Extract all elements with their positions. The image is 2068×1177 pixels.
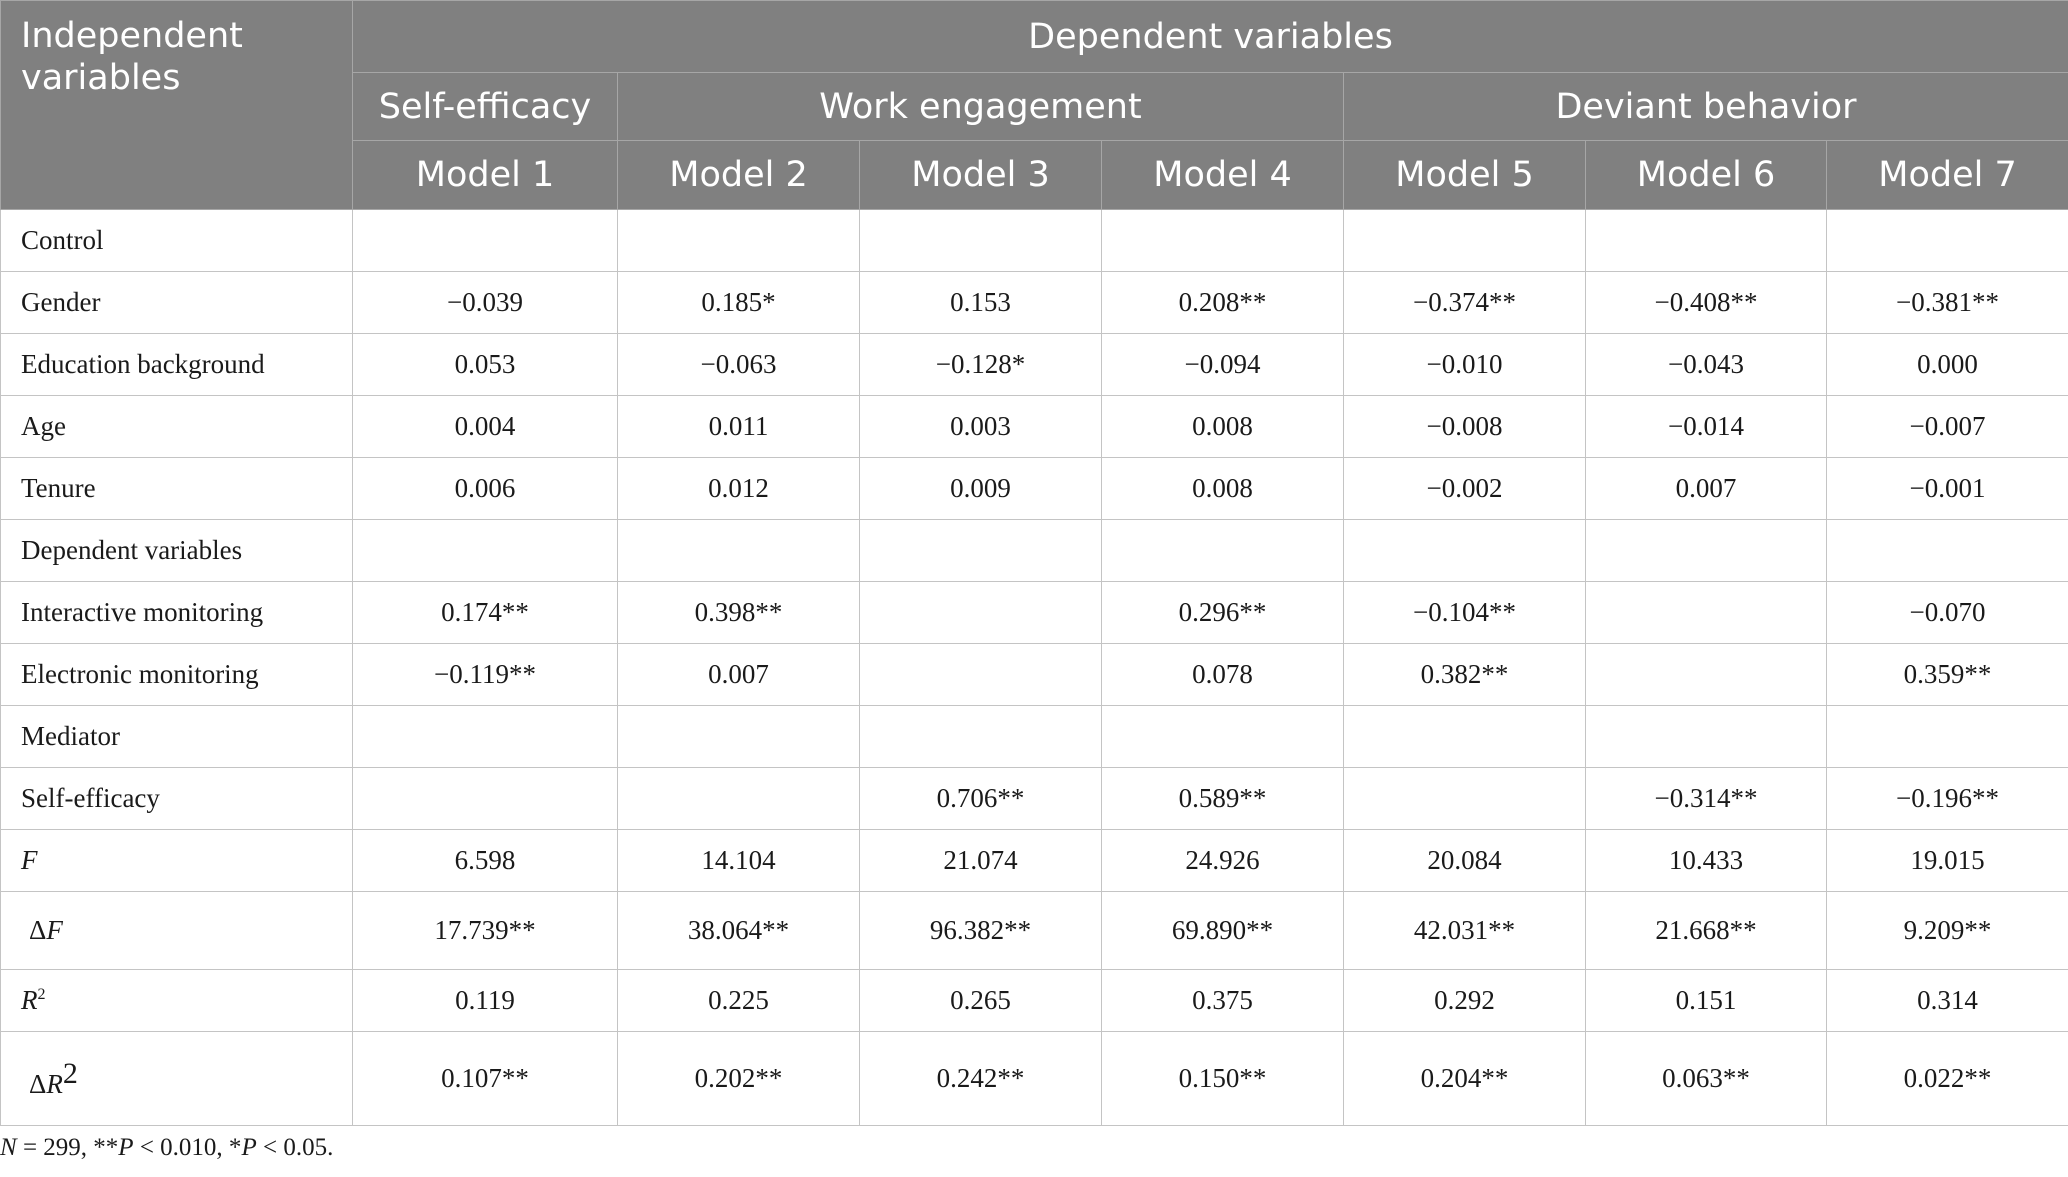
value-cell: 0.151: [1586, 970, 1827, 1032]
value-cell: [1344, 706, 1586, 768]
value-cell: −0.063: [618, 334, 860, 396]
value-cell: −0.374**: [1344, 272, 1586, 334]
value-cell: −0.119**: [353, 644, 618, 706]
value-cell: [1586, 644, 1827, 706]
table-footnote: [0, 1134, 333, 1162]
value-cell: 19.015: [1827, 830, 2068, 892]
value-cell: 0.204**: [1344, 1032, 1586, 1126]
value-cell: [618, 520, 860, 582]
label-f: F: [21, 845, 38, 875]
value-cell: 6.598: [353, 830, 618, 892]
value-cell: [1344, 210, 1586, 272]
value-cell: −0.094: [1102, 334, 1344, 396]
value-cell: [860, 520, 1102, 582]
dependent-variables-header: Dependent variables: [353, 1, 2068, 73]
value-cell: [860, 644, 1102, 706]
value-cell: [1102, 706, 1344, 768]
value-cell: 20.084: [1344, 830, 1586, 892]
value-cell: −0.104**: [1344, 582, 1586, 644]
model-4-header: Model 4: [1102, 141, 1344, 210]
value-cell: 0.008: [1102, 458, 1344, 520]
table-row: [1, 970, 2068, 1032]
value-cell: −0.043: [1586, 334, 1827, 396]
label-delta: Δ: [29, 1069, 47, 1099]
value-cell: 0.003: [860, 396, 1102, 458]
value-cell: 0.265: [860, 970, 1102, 1032]
table-row: [1, 210, 2068, 272]
value-cell: 0.012: [618, 458, 860, 520]
value-cell: 0.011: [618, 396, 860, 458]
value-cell: [860, 706, 1102, 768]
value-cell: −0.008: [1344, 396, 1586, 458]
value-cell: −0.001: [1827, 458, 2068, 520]
value-cell: 0.359**: [1827, 644, 2068, 706]
value-cell: 0.314: [1827, 970, 2068, 1032]
value-cell: 0.185*: [618, 272, 860, 334]
row-label: Control: [1, 210, 353, 272]
footnote-p1: P: [118, 1134, 134, 1161]
row-label: Age: [1, 396, 353, 458]
value-cell: −0.010: [1344, 334, 1586, 396]
value-cell: −0.002: [1344, 458, 1586, 520]
model-3-header: Model 3: [860, 141, 1102, 210]
value-cell: [1344, 520, 1586, 582]
label-f: F: [46, 915, 63, 945]
model-6-header: Model 6: [1586, 141, 1827, 210]
value-cell: [1586, 582, 1827, 644]
value-cell: 14.104: [618, 830, 860, 892]
value-cell: 0.107**: [353, 1032, 618, 1126]
value-cell: 0.706**: [860, 768, 1102, 830]
label-sup-2: 2: [62, 1057, 78, 1090]
value-cell: [1827, 706, 2068, 768]
model-5-header: Model 5: [1344, 141, 1586, 210]
value-cell: −0.014: [1586, 396, 1827, 458]
value-cell: 10.433: [1586, 830, 1827, 892]
value-cell: 0.008: [1102, 396, 1344, 458]
value-cell: [353, 768, 618, 830]
row-label: Mediator: [1, 706, 353, 768]
table-row: [1, 830, 2068, 892]
value-cell: −0.128*: [860, 334, 1102, 396]
value-cell: 0.007: [618, 644, 860, 706]
value-cell: 0.242**: [860, 1032, 1102, 1126]
row-label: Tenure: [1, 458, 353, 520]
row-label: Education background: [1, 334, 353, 396]
value-cell: 0.202**: [618, 1032, 860, 1126]
value-cell: [1586, 706, 1827, 768]
footnote-p1-value: < 0.010, *: [133, 1134, 242, 1161]
value-cell: [353, 210, 618, 272]
value-cell: [353, 520, 618, 582]
value-cell: [353, 706, 618, 768]
value-cell: 0.375: [1102, 970, 1344, 1032]
value-cell: [1102, 210, 1344, 272]
table-row: [1, 1032, 2068, 1126]
footnote-n-value: = 299, **: [16, 1134, 119, 1161]
value-cell: 0.000: [1827, 334, 2068, 396]
value-cell: 24.926: [1102, 830, 1344, 892]
value-cell: [618, 210, 860, 272]
value-cell: 38.064**: [618, 892, 860, 970]
value-cell: 0.078: [1102, 644, 1344, 706]
value-cell: −0.381**: [1827, 272, 2068, 334]
value-cell: 0.006: [353, 458, 618, 520]
value-cell: 0.292: [1344, 970, 1586, 1032]
model-1-header: Model 1: [353, 141, 618, 210]
value-cell: [1586, 520, 1827, 582]
model-7-header: Model 7: [1827, 141, 2068, 210]
footnote-n: N: [0, 1134, 17, 1161]
value-cell: 0.007: [1586, 458, 1827, 520]
table-row: [1, 768, 2068, 830]
value-cell: 96.382**: [860, 892, 1102, 970]
corner-header: Independent variables: [1, 1, 353, 210]
value-cell: 0.022**: [1827, 1032, 2068, 1126]
table-row: [1, 644, 2068, 706]
group-deviant-behavior: Deviant behavior: [1344, 73, 2068, 141]
table-row: [1, 458, 2068, 520]
value-cell: 0.225: [618, 970, 860, 1032]
group-self-efficacy: Self-efficacy: [353, 73, 618, 141]
row-label: Dependent variables: [1, 520, 353, 582]
value-cell: 0.063**: [1586, 1032, 1827, 1126]
table-row: [1, 520, 2068, 582]
row-label: Interactive monitoring: [1, 582, 353, 644]
row-label: [1, 970, 353, 1032]
row-label: [1, 892, 353, 970]
value-cell: 0.208**: [1102, 272, 1344, 334]
value-cell: −0.007: [1827, 396, 2068, 458]
model-2-header: Model 2: [618, 141, 860, 210]
label-r: R: [46, 1069, 63, 1099]
row-label: Electronic monitoring: [1, 644, 353, 706]
value-cell: 17.739**: [353, 892, 618, 970]
table-body: [1, 210, 2068, 1126]
table-row: [1, 582, 2068, 644]
value-cell: 0.589**: [1102, 768, 1344, 830]
row-label: Self-efficacy: [1, 768, 353, 830]
value-cell: 0.153: [860, 272, 1102, 334]
footnote-p2: P: [241, 1134, 257, 1161]
value-cell: [618, 768, 860, 830]
value-cell: 0.150**: [1102, 1032, 1344, 1126]
value-cell: [1344, 768, 1586, 830]
value-cell: 0.119: [353, 970, 618, 1032]
value-cell: −0.039: [353, 272, 618, 334]
value-cell: [1827, 520, 2068, 582]
value-cell: 21.074: [860, 830, 1102, 892]
value-cell: [618, 706, 860, 768]
group-work-engagement: Work engagement: [618, 73, 1344, 141]
value-cell: −0.196**: [1827, 768, 2068, 830]
value-cell: −0.314**: [1586, 768, 1827, 830]
value-cell: 0.174**: [353, 582, 618, 644]
value-cell: 9.209**: [1827, 892, 2068, 970]
table-row: [1, 892, 2068, 970]
value-cell: [860, 210, 1102, 272]
value-cell: 0.382**: [1344, 644, 1586, 706]
value-cell: −0.408**: [1586, 272, 1827, 334]
row-label: [1, 830, 353, 892]
value-cell: 0.009: [860, 458, 1102, 520]
table-row: [1, 334, 2068, 396]
value-cell: [1827, 210, 2068, 272]
row-label: Gender: [1, 272, 353, 334]
value-cell: 0.004: [353, 396, 618, 458]
value-cell: 0.053: [353, 334, 618, 396]
label-r: R: [21, 985, 38, 1015]
value-cell: −0.070: [1827, 582, 2068, 644]
value-cell: 69.890**: [1102, 892, 1344, 970]
label-sup-2: 2: [37, 986, 46, 1003]
value-cell: [1586, 210, 1827, 272]
value-cell: 21.668**: [1586, 892, 1827, 970]
value-cell: 42.031**: [1344, 892, 1586, 970]
table-row: [1, 272, 2068, 334]
value-cell: [860, 582, 1102, 644]
value-cell: [1102, 520, 1344, 582]
label-delta: Δ: [29, 915, 47, 945]
table-row: [1, 706, 2068, 768]
footnote-p2-value: < 0.05.: [256, 1134, 334, 1161]
value-cell: 0.296**: [1102, 582, 1344, 644]
table-row: [1, 396, 2068, 458]
row-label: [1, 1032, 353, 1126]
value-cell: 0.398**: [618, 582, 860, 644]
